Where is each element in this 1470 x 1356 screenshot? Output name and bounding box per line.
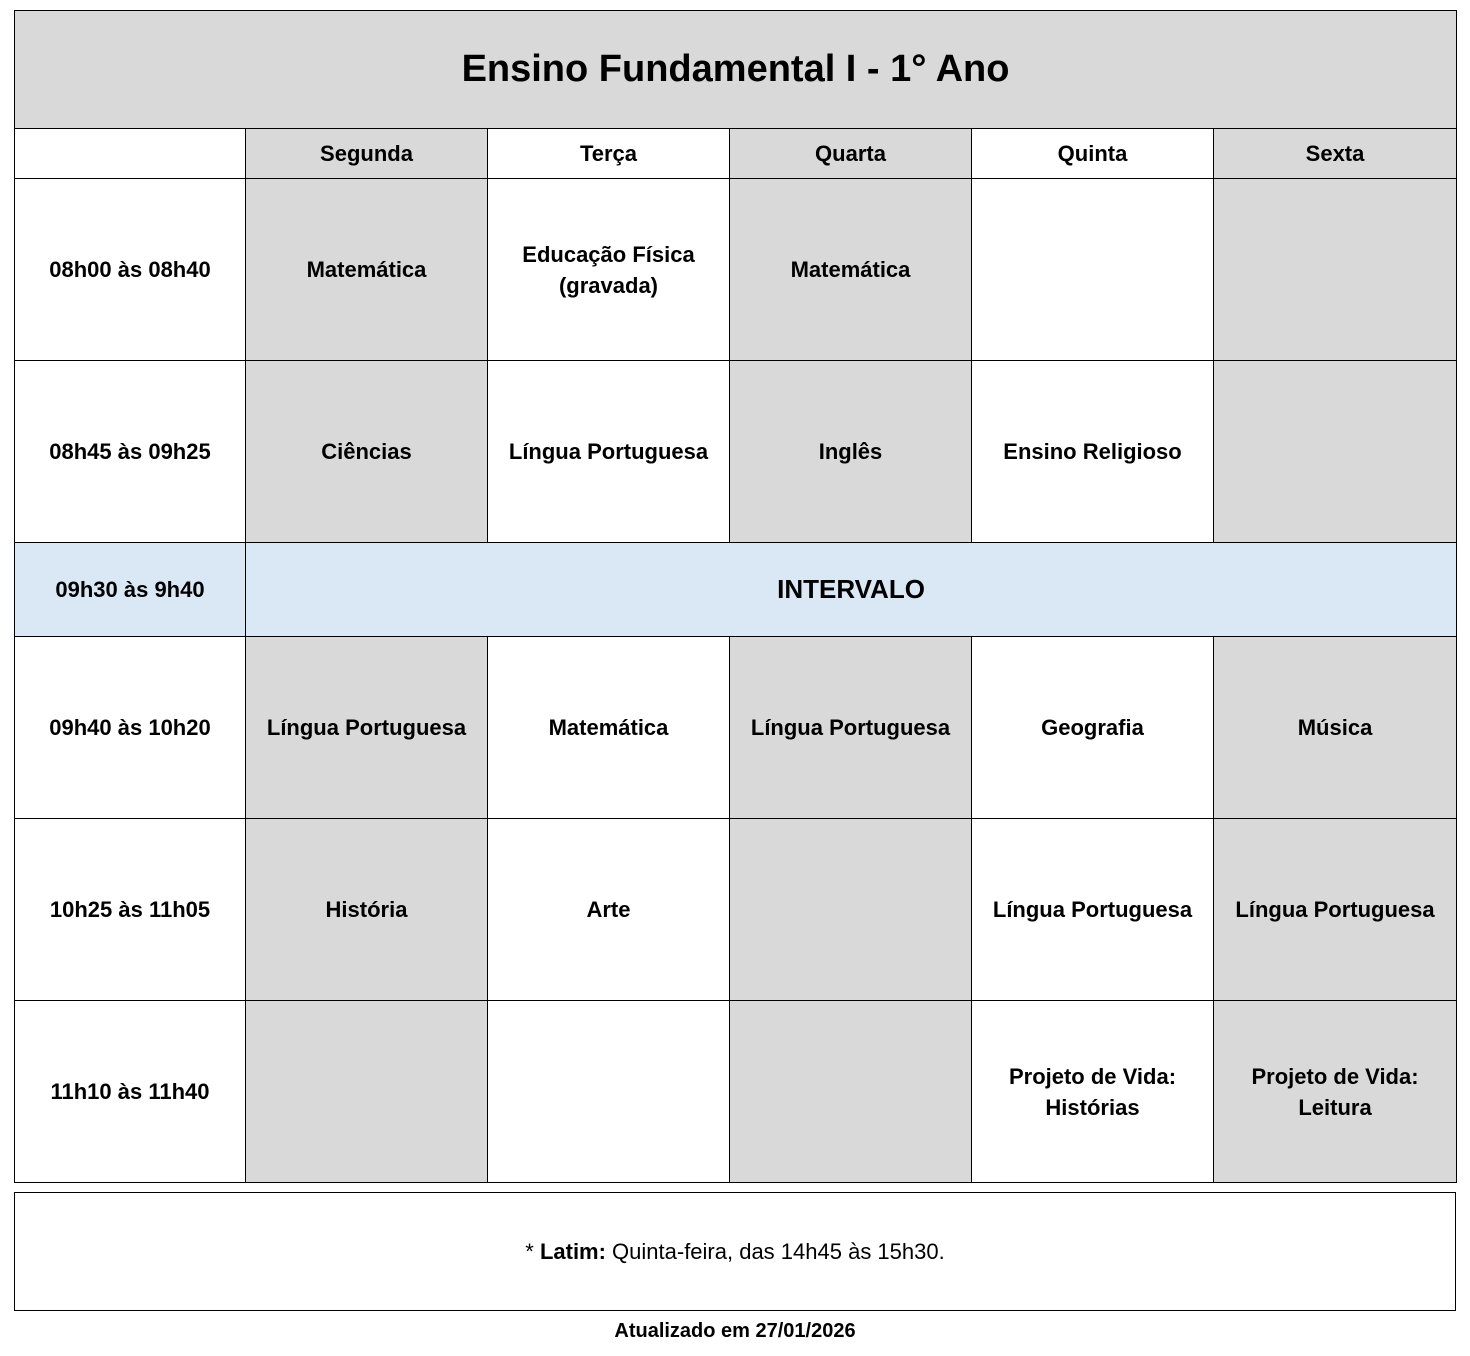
time-cell: 08h45 às 09h25 xyxy=(15,361,246,543)
class-cell: Língua Portuguesa xyxy=(488,361,730,543)
class-cell: Ensino Religioso xyxy=(972,361,1214,543)
break-row xyxy=(15,543,1457,637)
time-cell: 10h25 às 11h05 xyxy=(15,819,246,1001)
footnote-label: Latim: xyxy=(539,1238,606,1264)
class-cell: Ciências xyxy=(246,361,488,543)
time-cell: 11h10 às 11h40 xyxy=(15,1001,246,1183)
break-label: INTERVALO xyxy=(246,543,1457,637)
header-day-sexta: Sexta xyxy=(1214,129,1457,179)
class-cell xyxy=(1214,361,1457,543)
class-cell: Educação Física (gravada) xyxy=(488,179,730,361)
class-cell xyxy=(730,1001,972,1183)
class-cell: Língua Portuguesa xyxy=(730,637,972,819)
header-day-quarta: Quarta xyxy=(730,129,972,179)
footnote-prefix: * xyxy=(525,1238,540,1264)
header-day-quinta: Quinta xyxy=(972,129,1214,179)
header-day-segunda: Segunda xyxy=(246,129,488,179)
class-cell: Inglês xyxy=(730,361,972,543)
footnote-box xyxy=(14,1192,1456,1311)
table-row xyxy=(15,361,1457,543)
class-cell: Língua Portuguesa xyxy=(246,637,488,819)
header-day-terca: Terça xyxy=(488,129,730,179)
class-cell: Matemática xyxy=(246,179,488,361)
class-cell: Projeto de Vida: Histórias xyxy=(972,1001,1214,1183)
class-cell: Música xyxy=(1214,637,1457,819)
class-cell xyxy=(1214,179,1457,361)
class-cell: Projeto de Vida: Leitura xyxy=(1214,1001,1457,1183)
class-cell: Língua Portuguesa xyxy=(1214,819,1457,1001)
updated-date: Atualizado em 27/01/2026 xyxy=(614,1320,856,1342)
footnote-text: Quinta-feira, das 14h45 às 15h30. xyxy=(605,1238,945,1264)
schedule-table xyxy=(14,10,1457,1183)
table-row xyxy=(15,1001,1457,1183)
table-row xyxy=(15,819,1457,1001)
class-cell: História xyxy=(246,819,488,1001)
class-cell: Matemática xyxy=(488,637,730,819)
class-cell xyxy=(730,819,972,1001)
class-cell: Matemática xyxy=(730,179,972,361)
class-cell: Língua Portuguesa xyxy=(972,819,1214,1001)
class-cell xyxy=(488,1001,730,1183)
time-cell: 08h00 às 08h40 xyxy=(15,179,246,361)
page-title: Ensino Fundamental I - 1° Ano xyxy=(15,11,1457,129)
table-row xyxy=(15,179,1457,361)
class-cell: Arte xyxy=(488,819,730,1001)
class-cell xyxy=(246,1001,488,1183)
time-cell: 09h40 às 10h20 xyxy=(15,637,246,819)
class-cell: Geografia xyxy=(972,637,1214,819)
table-row xyxy=(15,637,1457,819)
class-cell xyxy=(972,179,1214,361)
time-cell: 09h30 às 9h40 xyxy=(15,543,246,637)
header-corner xyxy=(15,129,246,179)
header-row xyxy=(15,129,1457,179)
